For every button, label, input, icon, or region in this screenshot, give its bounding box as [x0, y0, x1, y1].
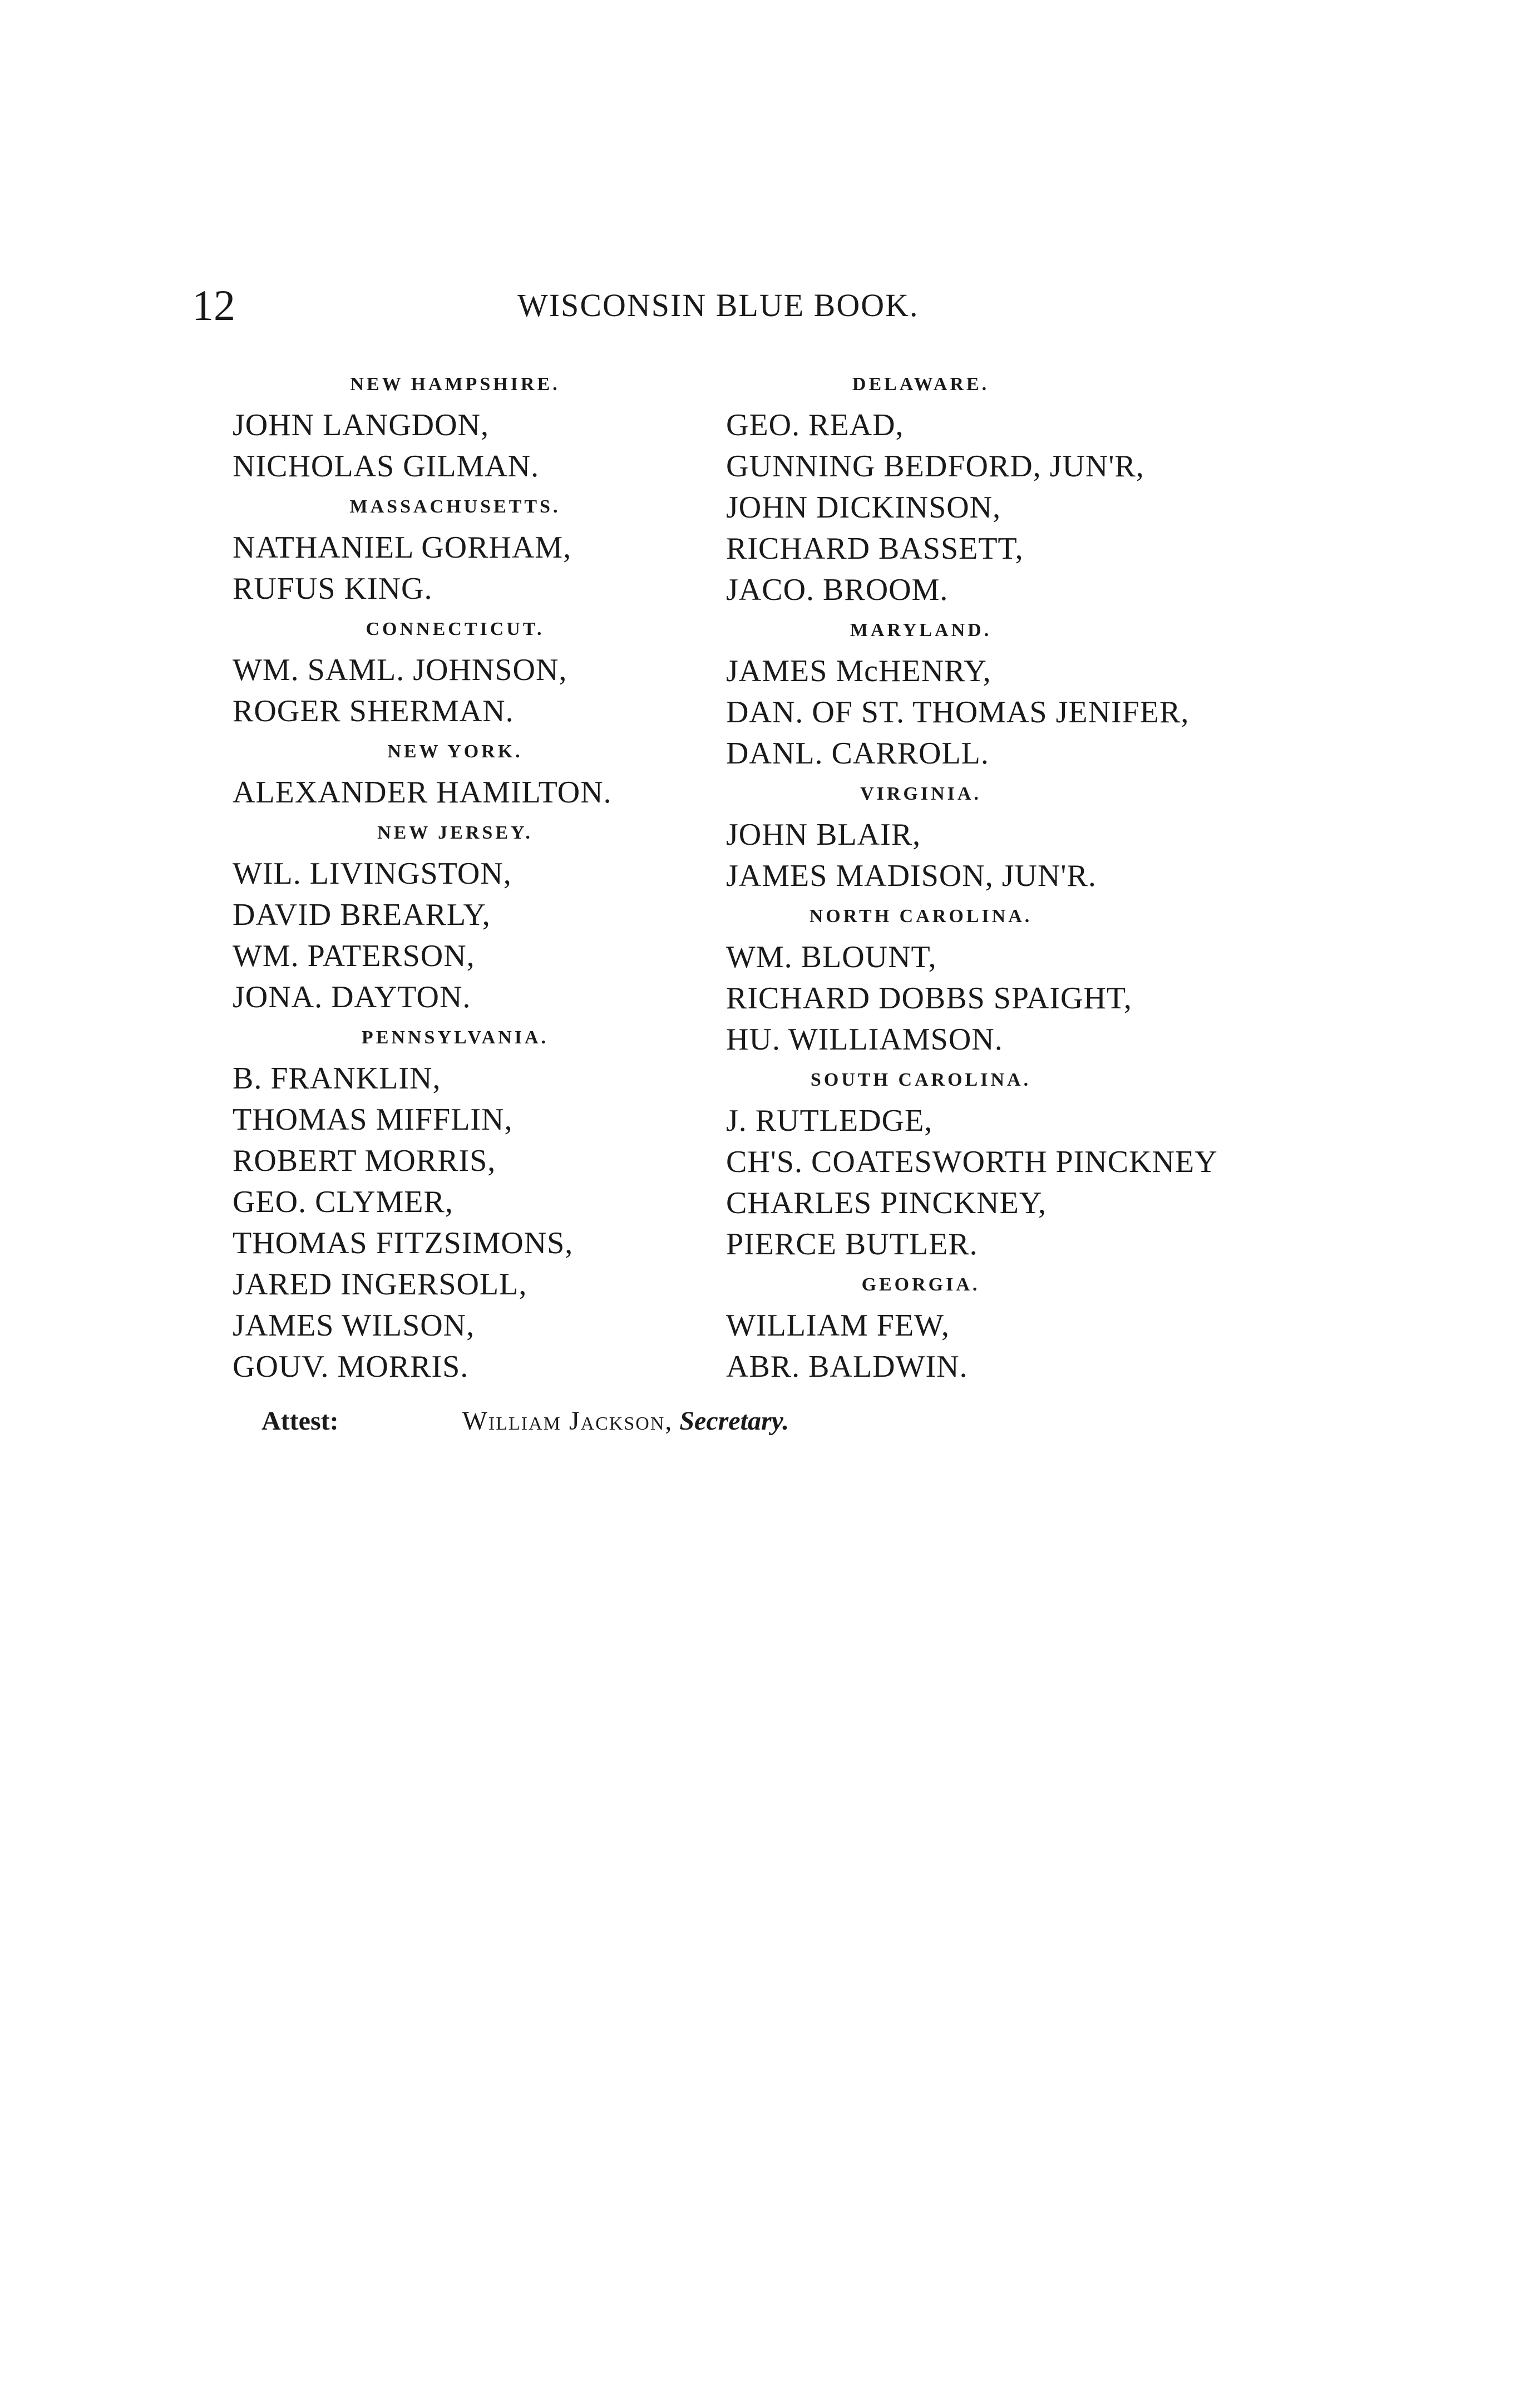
left-signers-column	[233, 364, 711, 1387]
signer-name: WM. PATERSON,	[233, 939, 475, 973]
signer-name: ALEXANDER HAMILTON.	[233, 775, 612, 810]
signer-name: WM. SAML. JOHNSON,	[233, 653, 567, 687]
signer-name: JOHN DICKINSON,	[726, 490, 1001, 525]
signer-name: WM. BLOUNT,	[726, 940, 937, 974]
signer-name: ROBERT MORRIS,	[233, 1144, 496, 1178]
state-heading: MARYLAND.	[850, 620, 992, 641]
signer-name: B. FRANKLIN,	[233, 1061, 441, 1096]
signer-name: RUFUS KING.	[233, 572, 433, 606]
signer-name: THOMAS FITZSIMONS,	[233, 1226, 574, 1260]
signer-name: DANL. CARROLL.	[726, 736, 989, 771]
signer-name: ROGER SHERMAN.	[233, 694, 514, 728]
state-heading: GEORGIA.	[861, 1274, 980, 1295]
signer-name: WILLIAM FEW,	[726, 1308, 950, 1343]
signer-name: ABR. BALDWIN.	[726, 1349, 968, 1384]
state-heading: DELAWARE.	[852, 374, 990, 395]
signer-name: JOHN LANGDON,	[233, 408, 489, 442]
state-heading: NEW HAMPSHIRE.	[350, 374, 560, 395]
state-heading: VIRGINIA.	[860, 784, 981, 804]
signer-name: J. RUTLEDGE,	[726, 1104, 933, 1138]
signer-name: GEO. CLYMER,	[233, 1185, 453, 1219]
signer-name: DAN. OF ST. THOMAS JENIFER,	[726, 695, 1189, 730]
page-number: 12	[192, 281, 235, 329]
signer-name: PIERCE BUTLER.	[726, 1227, 978, 1262]
signer-name: CH'S. COATESWORTH PINCKNEY	[726, 1145, 1218, 1179]
signer-name: CHARLES PINCKNEY,	[726, 1186, 1047, 1220]
signer-name: DAVID BREARLY,	[233, 898, 491, 932]
signer-name: RICHARD BASSETT,	[726, 531, 1024, 566]
attestation-line	[261, 1408, 789, 1435]
signer-name: JAMES WILSON,	[233, 1308, 475, 1343]
attest-signer-title: Secretary.	[679, 1406, 789, 1436]
signer-name: GUNNING BEDFORD, JUN'R,	[726, 449, 1144, 484]
signer-name: HU. WILLIAMSON.	[726, 1022, 1003, 1057]
signer-name: JARED INGERSOLL,	[233, 1267, 527, 1302]
state-heading: CONNECTICUT.	[366, 619, 545, 639]
signer-name: GOUV. MORRIS.	[233, 1349, 469, 1384]
state-heading: NEW YORK.	[387, 741, 523, 762]
state-heading: PENNSYLVANIA.	[361, 1027, 549, 1048]
signer-name: NATHANIEL GORHAM,	[233, 530, 572, 565]
attest-signer: William Jackson,	[462, 1406, 673, 1436]
signer-name: THOMAS MIFFLIN,	[233, 1102, 513, 1137]
signer-name: JAMES MADISON, JUN'R.	[726, 859, 1097, 893]
right-signers-column	[726, 364, 1294, 1387]
signer-name: GEO. READ,	[726, 408, 904, 442]
signer-name: JACO. BROOM.	[726, 573, 949, 607]
state-heading: NORTH CAROLINA.	[809, 906, 1033, 927]
running-title: WISCONSIN BLUE BOOK.	[517, 287, 919, 323]
state-heading: MASSACHUSETTS.	[349, 496, 561, 517]
signer-name: JAMES McHENRY,	[726, 654, 991, 688]
state-heading: NEW JERSEY.	[377, 822, 533, 843]
state-heading: SOUTH CAROLINA.	[810, 1070, 1031, 1090]
signer-name: NICHOLAS GILMAN.	[233, 449, 540, 484]
signer-name: WIL. LIVINGSTON,	[233, 856, 512, 891]
signer-name: JONA. DAYTON.	[233, 980, 471, 1014]
signer-name: RICHARD DOBBS SPAIGHT,	[726, 981, 1132, 1016]
attest-label: Attest:	[261, 1406, 339, 1436]
signer-name: JOHN BLAIR,	[726, 817, 921, 852]
